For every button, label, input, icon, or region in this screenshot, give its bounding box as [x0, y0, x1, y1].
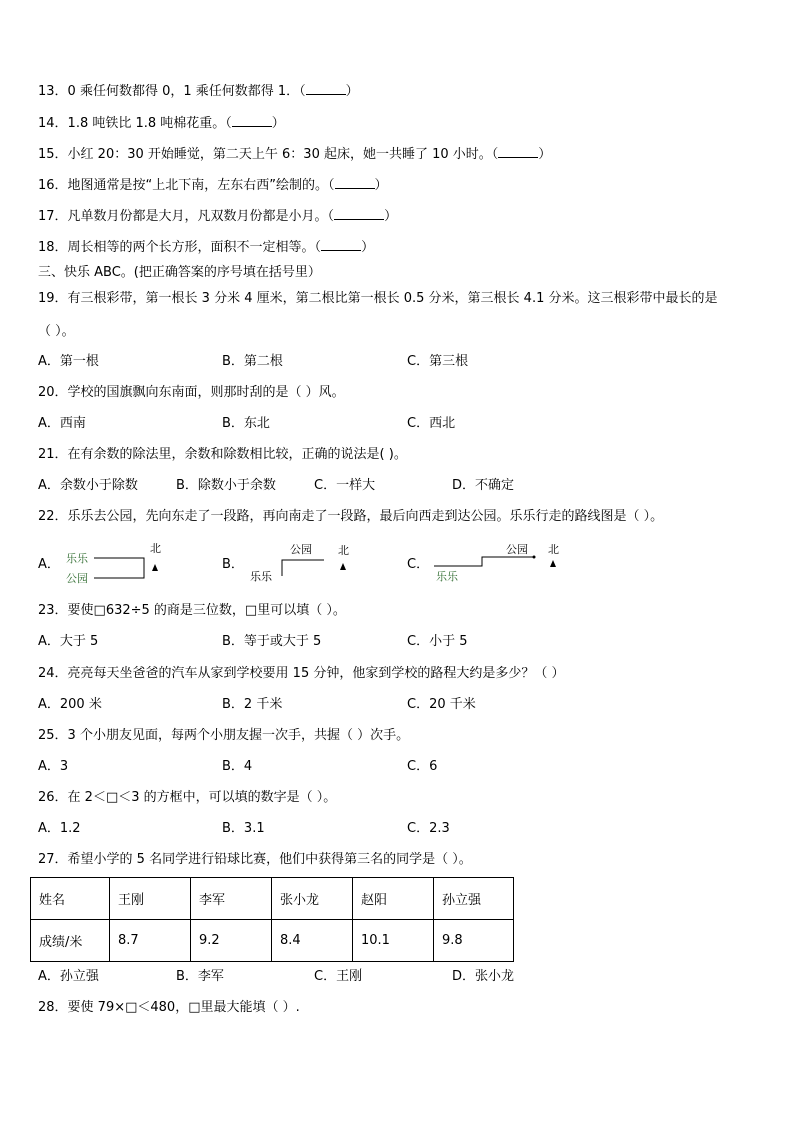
- lele-label: 乐乐: [250, 570, 272, 583]
- question-18: 18．周长相等的两个长方形，面积不一定相等。（ ）: [38, 240, 375, 255]
- park-dot: [533, 556, 536, 559]
- lele-label: 乐乐: [66, 552, 88, 565]
- table-cell: 姓名: [31, 878, 110, 920]
- question-19-text-cont: （ ）。: [38, 324, 75, 339]
- option-a[interactable]: A．第一根: [38, 354, 99, 369]
- score-table: [30, 877, 514, 962]
- question-21-text: 21．在有余数的除法里，余数和除数相比较，正确的说法是( )。: [38, 447, 407, 462]
- option-c[interactable]: C．20 千米: [407, 697, 476, 712]
- option-c-letter[interactable]: C．: [407, 557, 430, 572]
- option-d[interactable]: D．不确定: [452, 478, 515, 493]
- option-b[interactable]: B．东北: [222, 416, 270, 431]
- question-22-text: 22．乐乐去公园，先向东走了一段路，再向南走了一段路，最后向西走到达公园。乐乐行走的路线图是（ ）。: [38, 509, 664, 524]
- route-diagram-a[interactable]: [64, 540, 174, 588]
- table-row: [31, 878, 514, 920]
- option-b[interactable]: B．4: [222, 759, 253, 774]
- option-b[interactable]: B．等于或大于 5: [222, 634, 322, 649]
- option-b[interactable]: B．李军: [176, 969, 224, 984]
- north-arrow-icon: [152, 564, 158, 571]
- table-cell: 成绩/米: [31, 920, 110, 962]
- answer-blank[interactable]: [335, 176, 375, 189]
- table-cell: 9.8: [434, 920, 514, 962]
- option-a[interactable]: A．孙立强: [38, 969, 99, 984]
- table-cell: 赵阳: [353, 878, 434, 920]
- table-cell: 8.7: [110, 920, 191, 962]
- option-a[interactable]: A．200 米: [38, 697, 102, 712]
- option-a[interactable]: A．西南: [38, 416, 86, 431]
- question-28-text: 28．要使 79×□＜480，□里最大能填（ ）.: [38, 1000, 300, 1015]
- route-path: [282, 560, 324, 576]
- table-cell: 王刚: [110, 878, 191, 920]
- option-b[interactable]: B．第二根: [222, 354, 283, 369]
- option-b[interactable]: B．3.1: [222, 821, 265, 836]
- option-c[interactable]: C．第三根: [407, 354, 469, 369]
- option-b-letter[interactable]: B．: [222, 557, 244, 572]
- park-label: 公园: [290, 543, 312, 556]
- option-c[interactable]: C．2.3: [407, 821, 450, 836]
- question-17: 17．凡单数月份都是大月，凡双数月份都是小月。（ ）: [38, 209, 398, 224]
- option-c[interactable]: C．西北: [407, 416, 456, 431]
- option-b[interactable]: B．2 千米: [222, 697, 283, 712]
- answer-blank[interactable]: [232, 114, 272, 127]
- table-cell: 李军: [191, 878, 272, 920]
- option-d[interactable]: D．张小龙: [452, 969, 515, 984]
- north-arrow-icon: [340, 563, 346, 570]
- option-a[interactable]: A．余数小于除数: [38, 478, 138, 493]
- option-c[interactable]: C．6: [407, 759, 438, 774]
- option-c[interactable]: C．小于 5: [407, 634, 468, 649]
- question-13: 13．0 乘任何数都得 0，1 乘任何数都得 1．（ ）: [38, 84, 359, 99]
- option-a[interactable]: A．大于 5: [38, 634, 99, 649]
- question-20-text: 20．学校的国旗飘向东南面，则那时刮的是（ ）风。: [38, 385, 345, 400]
- question-24-text: 24．亮亮每天坐爸爸的汽车从家到学校要用 15 分钟，他家到学校的路程大约是多少？（ ）: [38, 666, 565, 681]
- question-25-text: 25．3 个小朋友见面，每两个小朋友握一次手，共握（ ）次手。: [38, 728, 410, 743]
- north-arrow-icon: [550, 560, 556, 567]
- option-a-letter[interactable]: A．: [38, 557, 60, 572]
- table-cell: 8.4: [272, 920, 353, 962]
- table-cell: 9.2: [191, 920, 272, 962]
- option-c[interactable]: C．王刚: [314, 969, 363, 984]
- option-c[interactable]: C．一样大: [314, 478, 376, 493]
- option-a[interactable]: A．3: [38, 759, 69, 774]
- question-16: 16．地图通常是按“上北下南，左东右西”绘制的。（ ）: [38, 178, 388, 193]
- question-26-text: 26．在 2＜□＜3 的方框中，可以填的数字是（ ）。: [38, 790, 337, 805]
- answer-blank[interactable]: [334, 207, 384, 220]
- question-23-text: 23．要使□632÷5 的商是三位数，□里可以填（ ）。: [38, 603, 346, 618]
- option-a[interactable]: A．1.2: [38, 821, 81, 836]
- answer-blank[interactable]: [306, 82, 346, 95]
- north-label: 北: [150, 542, 161, 555]
- route-path: [434, 557, 534, 566]
- table-cell: 张小龙: [272, 878, 353, 920]
- question-15: 15．小红 20：30 开始睡觉，第二天上午 6：30 起床，她一共睡了 10 小时。（ ）: [38, 147, 552, 162]
- route-diagram-b[interactable]: [246, 540, 366, 586]
- question-19-text: 19．有三根彩带，第一根长 3 分米 4 厘米，第二根比第一根长 0.5 分米，第三根长 4.1 分米。这三根彩带中最长的是: [38, 291, 718, 306]
- park-label: 公园: [506, 543, 528, 556]
- north-label: 北: [338, 544, 349, 557]
- table-cell: 10.1: [353, 920, 434, 962]
- route-diagram-c[interactable]: [430, 540, 570, 586]
- option-b[interactable]: B．除数小于余数: [176, 478, 276, 493]
- question-14: 14．1.8 吨铁比 1.8 吨棉花重。（ ）: [38, 116, 285, 131]
- park-label: 公园: [66, 572, 88, 585]
- section-heading: 三、快乐 ABC。(把正确答案的序号填在括号里）: [38, 265, 321, 280]
- lele-label: 乐乐: [436, 570, 458, 583]
- north-label: 北: [548, 543, 559, 556]
- answer-blank[interactable]: [321, 238, 361, 251]
- table-row: [31, 920, 514, 962]
- question-27-text: 27．希望小学的 5 名同学进行铅球比赛，他们中获得第三名的同学是（ ）。: [38, 852, 472, 867]
- route-path: [94, 558, 144, 578]
- answer-blank[interactable]: [498, 145, 538, 158]
- table-cell: 孙立强: [434, 878, 514, 920]
